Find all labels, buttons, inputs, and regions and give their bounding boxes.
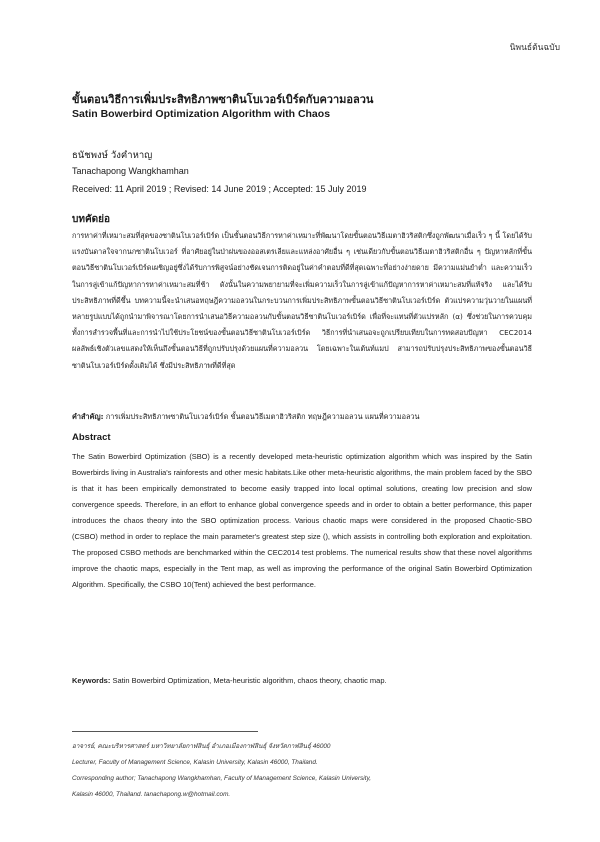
keywords-english-label: Keywords: [72,676,111,685]
footnote-divider [72,731,258,732]
submission-dates: Received: 11 April 2019 ; Revised: 14 June 2019 ; Accepted: 15 July 2019 [72,184,367,194]
title-english: Satin Bowerbird Optimization Algorithm with Chaos [72,108,331,120]
abstract-english-body: The Satin Bowerbird Optimization (SBO) is a recently developed meta-heuristic optimization algorithm which was inspired by the Satin Bowerbirds living in Australia's rainforests and other mesic habitats.Like other meta-heuristic algorithms, the main problem faced by the SBO is that it has been empirically demonstrated to become easily trapped into local optimal solutions, creating low precision and slow convergence speeds. Therefore, in an effort to enhance global convergence speeds and in order to obtain a better performance, this paper introduces the chaos theory into the SBO optimization process. Various chaotic maps were considered in the proposed Chaotic-SBO (CSBO) method in order to replace the main parameter's greatest step size (), which assists in controlling both exploration and exploitation. The proposed CSBO methods are benchmarked within the CEC2014 test problems. The numerical results show that these novel algorithms improve the chaotic maps, especially in the Tent map, as well as improving the performance of the original Satin Bowerbird Optimization Algorithm. Specifically, the CSBO 10(Tent) achieved the best performance. [72,452,532,589]
author-name-thai: ธนัชพงษ์ วังคำหาญ [72,150,153,161]
abstract-thai-heading: บทคัดย่อ [72,214,110,225]
keywords-english-text: Satin Bowerbird Optimization, Meta-heuristic algorithm, chaos theory, chaotic map. [112,676,387,685]
footnote-line: Corresponding author; Tanachapong Wangkhamhan, Faculty of Management Science, Kalasin University, [72,775,371,782]
footnote-line: Kalasin 46000, Thailand. tanachapong.w@hotmail.com. [72,791,231,798]
title-thai: ขั้นตอนวิธีการเพิ่มประสิทธิภาพซาตินโบเวอร์เบิร์ดกับความอลวน [72,93,374,106]
keywords-thai [72,412,532,423]
footnote-line: Lecturer, Faculty of Management Science, Kalasin University, Kalasin 46000, Thailand. [72,759,318,766]
keywords-english [72,676,532,685]
keywords-thai-label: คำสำคัญ: [72,412,104,421]
footnotes [72,739,542,803]
footnote-line: อาจารย์, คณะบริหารศาสตร์ มหาวิทยาลัยกาฬสินธุ์ อำเภอเมืองกาฬสินธุ์ จังหวัดกาฬสินธุ์ 46000 [72,743,331,750]
author-name-english: Tanachapong Wangkhamhan [72,166,189,176]
abstract-thai-body: การหาค่าที่เหมาะสมที่สุดของซาตินโบเวอร์เบิร์ด เป็นขั้นตอนวิธีการหาค่าเหมาะที่พัฒนาโดยขั้นตอนวิธีเมตาฮิวริสติกซึ่งถูกพัฒนาเมื่อเร็ว ๆ นี้ โดยได้รับแรงบันดาลใจจากนกซาตินโบเวอร์ ที่อาศัยอยู่ในป่าฝนของออสเตรเลียและแหล่งอาศัยอื่น ๆ เช่นเดียวกับขั้นตอนวิธีเมตาฮิวริสติกอื่น ๆ ปัญหาหลักที่ขั้นตอนวิธีซาตินโบเวอร์เบิร์ดเผชิญอยู่ซึ่งได้รับการพิสูจน์อย่างชัดเจนการติดอยู่ในค่าคำตอบที่ดีที่สุดเฉพาะที่อย่างง่ายดาย มีความแม่นยำต่ำ และความเร็วในการลู่เข้าแก้ปัญหาการหาค่าเหมาะสมที่ช้า ดังนั้นในความพยายามที่จะเพิ่มความเร็วในการลู่เข้าแก้ปัญหาการหาค่าเหมาะสมที่แท้จริง และได้รับประสิทธิภาพที่ดีขึ้น บทความนี้จะนำเสนอทฤษฎีความอลวนในกระบวนการเพิ่มประสิทธิภาพขั้นตอนวิธีซาตินโบเวอร์เบิร์ด ตัวแปรความวุ่นวายในแผนที่หลายรูปแบบได้ถูกนำมาพิจารณาโดยการนำเสนอวิธีความอลวนกับขั้นตอนวิธีซาตินโบเวอร์เบิร์ด เพื่อที่จะแทนที่ตัวแปรหลัก (α) ซึ่งช่วยในการควบคุมทั้งการสำรวจพื้นที่และการนำไปใช้ประโยชน์ของขั้นตอนวิธีซาตินโบเวอร์เบิร์ด วิธีการที่นำเสนอจะถูกเปรียบเทียบในการทดสอบปัญหา CEC2014 ผลลัพธ์เชิงตัวเลขแสดงให้เห็นถึงขั้นตอนวิธีที่ถูกปรับปรุงด้วยแผนที่ความอลวน โดยเฉพาะในเต้นท์แมป สามารถปรับปรุงประสิทธิภาพของขั้นตอนวิธีซาตินโบเวอร์เบิร์ดดั้งเดิมได้ ซึ่งมีประสิทธิภาพที่ดีที่สุด [72,231,532,370]
abstract-english-heading: Abstract [72,432,111,443]
keywords-thai-text: การเพิ่มประสิทธิภาพซาตินโบเวอร์เบิร์ด ขั้นตอนวิธีเมตาฮิวริสติก ทฤษฎีความอลวน แผนที่ความอลวน [105,412,420,421]
running-head: นิพนธ์ต้นฉบับ [509,43,560,53]
